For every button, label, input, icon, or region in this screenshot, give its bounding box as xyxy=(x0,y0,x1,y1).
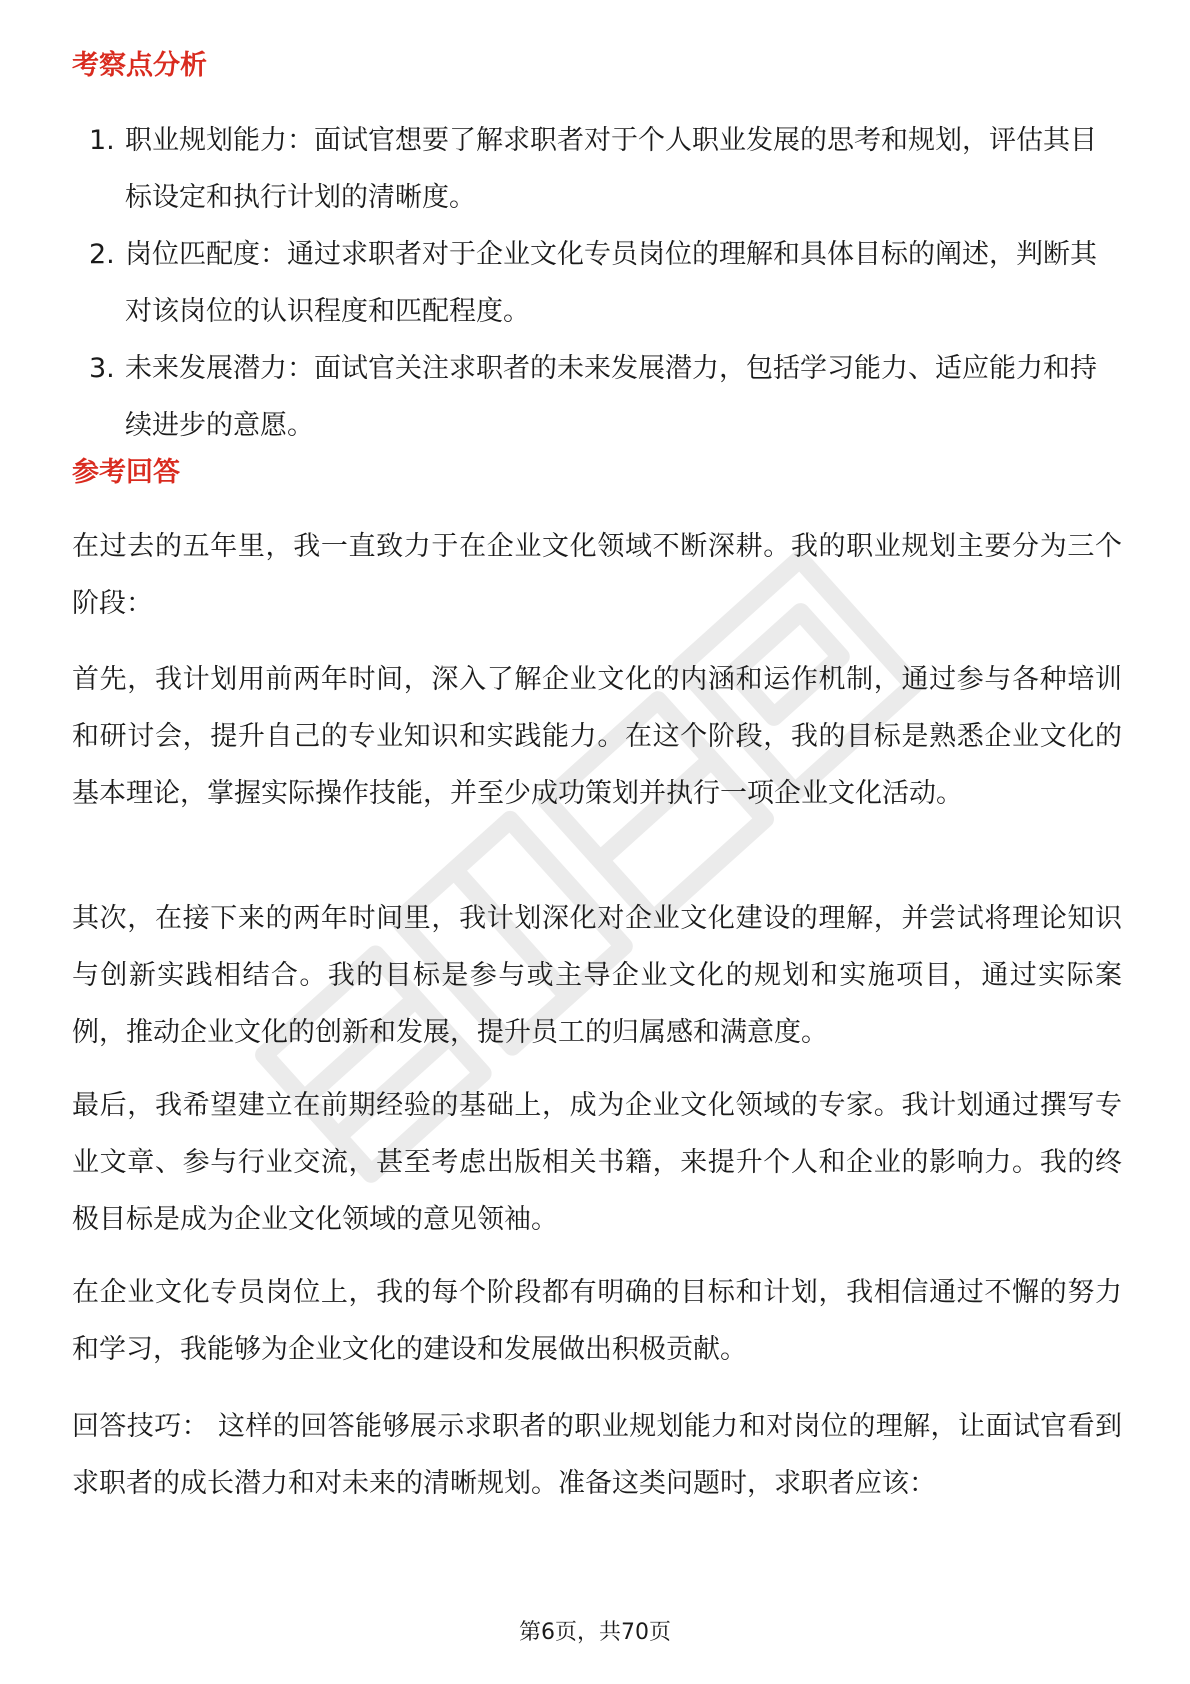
list-item-number: 3. xyxy=(89,353,115,384)
analysis-point-list xyxy=(72,112,1122,454)
list-item-number: 2. xyxy=(89,239,115,270)
answer-paragraph: 在过去的五年里，我一直致力于在企业文化领域不断深耕。我的职业规划主要分为三个阶段： xyxy=(72,531,1122,619)
list-item xyxy=(72,112,1122,226)
answer-paragraph: 其次，在接下来的两年时间里，我计划深化对企业文化建设的理解，并尝试将理论知识与创新实践相结合。我的目标是参与或主导企业文化的规划和实施项目，通过实际案例，推动企业文化的创新和发展，提升员工的归属感和满意度。 xyxy=(72,903,1122,1048)
list-item xyxy=(72,340,1122,454)
list-item-number: 1. xyxy=(89,125,115,156)
answer-paragraph: 最后，我希望建立在前期经验的基础上，成为企业文化领域的专家。我计划通过撰写专业文章、参与行业交流，甚至考虑出版相关书籍，来提升个人和企业的影响力。我的终极目标是成为企业文化领域的意见领袖。 xyxy=(72,1090,1122,1235)
page-number: 第6页，共70页 xyxy=(519,1620,671,1645)
list-item xyxy=(72,226,1122,340)
list-item-text: 职业规划能力：面试官想要了解求职者对于个人职业发展的思考和规划，评估其目标设定和执行计划的清晰度。 xyxy=(125,125,1097,213)
answer-paragraph: 在企业文化专员岗位上，我的每个阶段都有明确的目标和计划，我相信通过不懈的努力和学习，我能够为企业文化的建设和发展做出积极贡献。 xyxy=(72,1277,1122,1365)
reference-heading: 参考回答 xyxy=(72,457,180,488)
analysis-heading: 考察点分析 xyxy=(72,50,207,81)
list-item-text: 岗位匹配度：通过求职者对于企业文化专员岗位的理解和具体目标的阐述，判断其对该岗位的认识程度和匹配程度。 xyxy=(125,239,1097,327)
list-item-text: 未来发展潜力：面试官关注求职者的未来发展潜力，包括学习能力、适应能力和持续进步的意愿。 xyxy=(125,353,1097,441)
answer-paragraph: 首先，我计划用前两年时间，深入了解企业文化的内涵和运作机制，通过参与各种培训和研讨会，提升自己的专业知识和实践能力。在这个阶段，我的目标是熟悉企业文化的基本理论，掌握实际操作技能，并至少成功策划并执行一项企业文化活动。 xyxy=(72,664,1122,809)
tips-paragraph: 回答技巧： 这样的回答能够展示求职者的职业规划能力和对岗位的理解，让面试官看到求职者的成长潜力和对未来的清晰规划。准备这类问题时，求职者应该： xyxy=(72,1411,1122,1499)
